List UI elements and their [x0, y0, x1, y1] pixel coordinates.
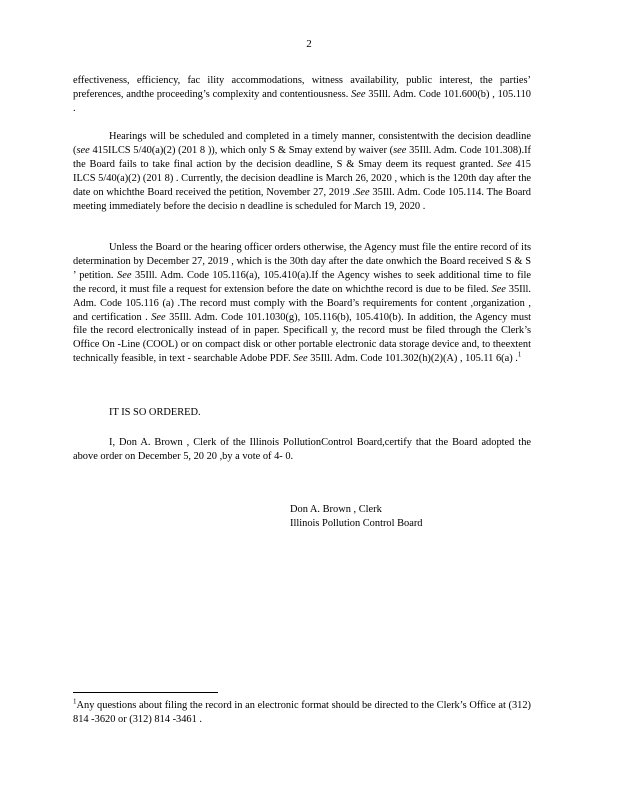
footnote-reference: 1 — [517, 350, 522, 359]
citation-signal: See — [151, 311, 166, 323]
citation-signal: See — [351, 88, 366, 100]
paragraph-text: 35Ill. Adm. Code 105.116(a), 105.410(a).If the Agency wishes to seek additional time to file the record, it must file a request for extension before the date on whichthe record is due to be filed. — [73, 269, 532, 295]
clerk-certification: I, Don A. Brown , Clerk of the Illinois PollutionControl Board,certify that the Board adopted the above order on December 5, 20 20 ,by a vote of 4- 0. — [73, 437, 531, 462]
citation-signal: See — [117, 269, 132, 281]
body-paragraph-2 — [73, 130, 531, 213]
page-number: 2 — [306, 38, 312, 50]
paragraph-text: 415ILCS 5/40(a)(2) (201 8 )), which only S & Smay extend by waiver ( — [89, 144, 394, 156]
body-paragraph-3 — [73, 241, 531, 366]
ordered-statement: IT IS SO ORDERED. — [109, 407, 201, 418]
citation-signal: See — [497, 158, 512, 170]
footnote-text: Any questions about filing the record in an electronic format should be directed to the Clerk’s Office at (312) 814 -3620 or (312) 814 -3461 . — [73, 700, 531, 725]
body-paragraph-1 — [73, 74, 531, 116]
paragraph-text: 35Ill. Adm. Code 105.114. The Board meeting immediately before the decisio n deadline is scheduled for March 19, 2020 . — [73, 186, 531, 212]
paragraph-text: 35Ill. Adm. Code 101.1030(g), 105.116(b), 105.410(b). In addition, the Agency must file the record electronically instead of in paper. Specificall y, the record must be filed through the Clerk’s Office On -Line (COOL) or on compact disk or other portable electronic data storage device and, to theextent technically feasible, in text - searchable Adobe PDF. — [73, 311, 531, 365]
footnote-divider — [73, 692, 218, 693]
footnote-marker: 1 — [73, 697, 77, 706]
citation-signal: See — [293, 353, 308, 365]
citation-signal: see — [76, 144, 90, 156]
footnote — [73, 699, 531, 726]
paragraph-text: Hearings will be scheduled and completed in a timely manner, consistentwith the decision deadline ( — [73, 131, 531, 156]
paragraph-text: Unless the Board or the hearing officer orders otherwise, the Agency must file the entire record of its determination by December 27, 2019 , which is the 30th day after the date onwhich the Board received S & S ’ petition. — [73, 242, 531, 281]
clerk-office: Illinois Pollution Control Board — [290, 517, 423, 529]
signature-block — [290, 503, 423, 531]
paragraph-text: 35Ill. Adm. Code 101.308).If the Board fails to take final action by the decision deadline, S & Smay deem its request granted. — [73, 144, 531, 170]
citation-signal: See — [491, 283, 506, 295]
citation-signal: See — [355, 186, 370, 198]
citation-signal: see — [393, 144, 407, 156]
paragraph-text: 35Ill. Adm. Code 105.116 (a) .The record must comply with the Board’s requirements for content ,organization , and certification . — [73, 283, 531, 323]
paragraph-text: 35Ill. Adm. Code 101.302(h)(2)(A) , 105.11 6(a) . — [307, 353, 518, 365]
paragraph-text: 415 ILCS 5/40(a)(2) (201 8) . Currently, the decision deadline is March 26, 2020 , which is the 120th day after the date on whichthe Board received the petition, November 27, 2019 . — [73, 158, 531, 198]
paragraph-text: 35Ill. Adm. Code 101.600(b) , 105.110 . — [73, 88, 531, 114]
clerk-name: Don A. Brown , Clerk — [290, 504, 382, 515]
paragraph-text: effectiveness, efficiency, fac ility accommodations, witness availability, public interest, the parties’ preferences, andthe proceeding’s complexity and contentiousness. — [73, 75, 531, 100]
